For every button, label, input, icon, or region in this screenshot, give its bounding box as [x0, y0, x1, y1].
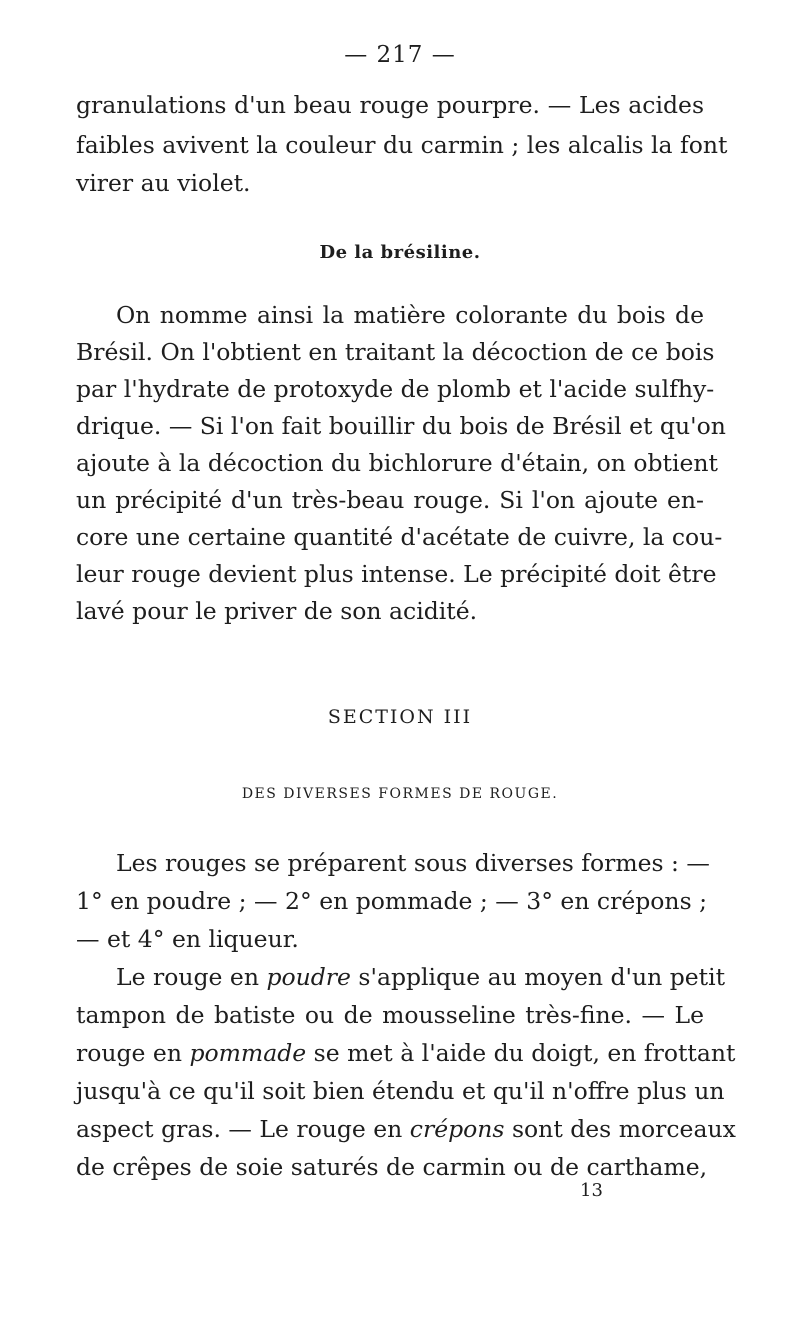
sub-heading: De la brésiline. — [319, 242, 481, 263]
text-line: Le rouge en poudre s'applique au moyen d'un petit — [116, 963, 726, 991]
text-line: rouge en pommade se met à l'aide du doigt, en frottant — [76, 1039, 736, 1067]
text-line: de crêpes de soie saturés de carmin ou de carthame, — [76, 1153, 708, 1181]
text-line: core une certaine quantité d'acétate de cuivre, la cou- — [76, 523, 723, 551]
text-line: 1° en poudre ; — 2° en pommade ; — 3° en crépons ; — [76, 887, 708, 915]
text-line: On nomme ainsi la matière colorante du bois de — [116, 301, 704, 329]
text-line: jusqu'à ce qu'il soit bien étendu et qu'il n'offre plus un — [76, 1077, 725, 1105]
emphasis: poudre — [266, 963, 351, 991]
emphasis: pommade — [189, 1039, 307, 1067]
page-number: — 217 — — [344, 42, 456, 68]
text-line: un précipité d'un très-beau rouge. Si l'on ajoute en- — [76, 486, 704, 514]
signature-mark: 13 — [580, 1180, 603, 1201]
text-line: tampon de batiste ou de mousseline très-fine. — Le — [76, 1001, 704, 1029]
text-line: drique. — Si l'on fait bouillir du bois de Brésil et qu'on — [76, 412, 726, 440]
text-line: ajoute à la décoction du bichlorure d'étain, on obtient — [76, 449, 719, 477]
text-line: — et 4° en liqueur. — [76, 925, 299, 953]
text-line: granulations d'un beau rouge pourpre. — Les acides — [76, 91, 704, 119]
text-line: lavé pour le priver de son acidité. — [76, 597, 478, 625]
text-line: faibles avivent la couleur du carmin ; les alcalis la font — [76, 131, 728, 159]
section-subtitle: DES DIVERSES FORMES DE ROUGE. — [241, 786, 559, 802]
text-line: Les rouges se préparent sous diverses formes : — — [116, 849, 710, 877]
section-title: SECTION III — [327, 706, 473, 728]
text-line: aspect gras. — Le rouge en crépons sont des morceaux — [76, 1115, 736, 1143]
text-line: Brésil. On l'obtient en traitant la décoction de ce bois — [76, 338, 715, 366]
emphasis: crépons — [409, 1115, 505, 1143]
text-line: par l'hydrate de protoxyde de plomb et l'acide sulfhy- — [76, 375, 715, 403]
text-line: leur rouge devient plus intense. Le précipité doit être — [76, 560, 717, 588]
text-line: virer au violet. — [76, 169, 251, 197]
